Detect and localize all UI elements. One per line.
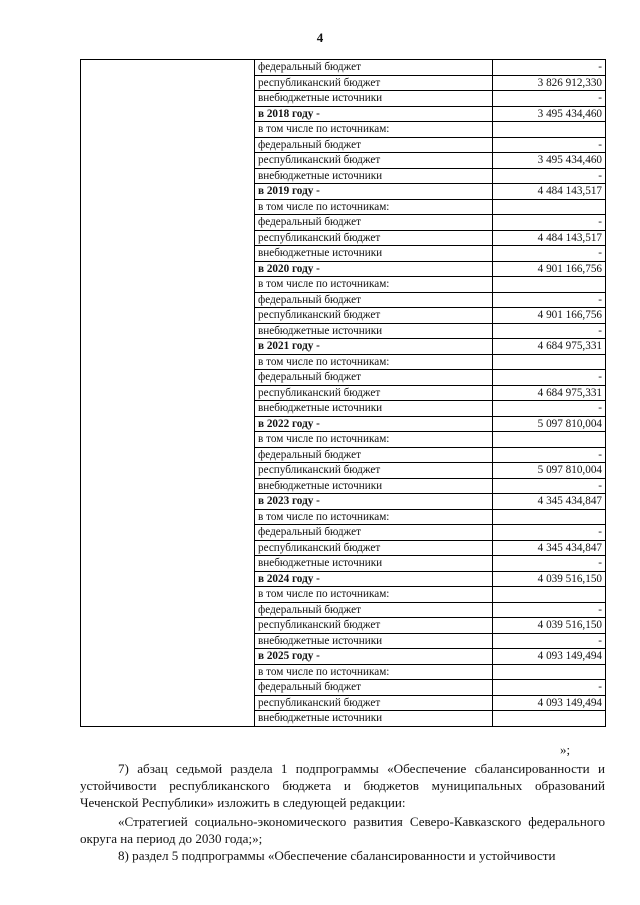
row-value: - bbox=[493, 323, 606, 339]
row-value: - bbox=[493, 370, 606, 386]
row-label: республиканский бюджет bbox=[255, 463, 493, 479]
row-value: - bbox=[493, 60, 606, 76]
row-label: федеральный бюджет bbox=[255, 370, 493, 386]
row-label: федеральный бюджет bbox=[255, 60, 493, 76]
budget-table bbox=[80, 59, 606, 727]
row-value bbox=[493, 354, 606, 370]
row-value bbox=[493, 664, 606, 680]
row-value: - bbox=[493, 680, 606, 696]
row-value bbox=[493, 587, 606, 603]
row-value bbox=[493, 199, 606, 215]
budget-table-body bbox=[81, 60, 606, 727]
row-value: 4 093 149,494 bbox=[493, 695, 606, 711]
row-label: внебюджетные источники bbox=[255, 478, 493, 494]
row-value bbox=[493, 509, 606, 525]
row-value: - bbox=[493, 401, 606, 417]
row-value: 5 097 810,004 bbox=[493, 463, 606, 479]
table-row bbox=[81, 60, 606, 76]
row-value: 3 495 434,460 bbox=[493, 106, 606, 122]
row-value: - bbox=[493, 556, 606, 572]
row-label: в 2018 году - bbox=[255, 106, 493, 122]
row-value: 5 097 810,004 bbox=[493, 416, 606, 432]
row-value: - bbox=[493, 168, 606, 184]
row-value: - bbox=[493, 215, 606, 231]
row-value: 3 826 912,330 bbox=[493, 75, 606, 91]
paragraph-amendment-7-text: 7) абзац седьмой раздела 1 подпрограммы «Обеспечение сбалансированности и устойчивости республиканского бюджета и бюджетов муниципальных образований Чеченской Республики» изложить в следующей редакции: bbox=[80, 761, 605, 810]
row-value: 4 684 975,331 bbox=[493, 385, 606, 401]
row-value: - bbox=[493, 137, 606, 153]
paragraph-strategy-text: «Стратегией социально-экономического развития Северо-Кавказского федерального округа на период до 2030 года;»; bbox=[80, 814, 605, 846]
row-label: внебюджетные источники bbox=[255, 168, 493, 184]
row-label: в 2019 году - bbox=[255, 184, 493, 200]
row-value: 3 495 434,460 bbox=[493, 153, 606, 169]
row-value: 4 901 166,756 bbox=[493, 261, 606, 277]
row-label: внебюджетные источники bbox=[255, 401, 493, 417]
paragraph-strategy bbox=[80, 813, 605, 847]
row-label: в том числе по источникам: bbox=[255, 509, 493, 525]
row-value: 4 484 143,517 bbox=[493, 230, 606, 246]
paragraph-amendment-8-text: 8) раздел 5 подпрограммы «Обеспечение сбалансированности и устойчивости bbox=[118, 848, 556, 863]
row-label: в 2025 году - bbox=[255, 649, 493, 665]
row-label: республиканский бюджет bbox=[255, 153, 493, 169]
row-label: в 2022 году - bbox=[255, 416, 493, 432]
row-label: в 2020 году - bbox=[255, 261, 493, 277]
row-value: 4 684 975,331 bbox=[493, 339, 606, 355]
row-label: федеральный бюджет bbox=[255, 447, 493, 463]
row-value: 4 039 516,150 bbox=[493, 618, 606, 634]
row-label: федеральный бюджет bbox=[255, 137, 493, 153]
row-value: 4 345 434,847 bbox=[493, 540, 606, 556]
row-value: 4 039 516,150 bbox=[493, 571, 606, 587]
empty-column-cell bbox=[81, 60, 255, 727]
row-value: 4 093 149,494 bbox=[493, 649, 606, 665]
row-label: федеральный бюджет bbox=[255, 215, 493, 231]
row-label: федеральный бюджет bbox=[255, 680, 493, 696]
row-value: 4 901 166,756 bbox=[493, 308, 606, 324]
closing-quote: »; bbox=[560, 742, 571, 757]
row-label: республиканский бюджет bbox=[255, 230, 493, 246]
row-label: в том числе по источникам: bbox=[255, 199, 493, 215]
row-value bbox=[493, 277, 606, 293]
row-value bbox=[493, 122, 606, 138]
row-label: внебюджетные источники bbox=[255, 323, 493, 339]
row-label: федеральный бюджет bbox=[255, 602, 493, 618]
page-number: 4 bbox=[316, 30, 324, 45]
row-value: - bbox=[493, 525, 606, 541]
row-value: - bbox=[493, 447, 606, 463]
row-label: внебюджетные источники bbox=[255, 633, 493, 649]
row-label: внебюджетные источники bbox=[255, 556, 493, 572]
row-label: в том числе по источникам: bbox=[255, 277, 493, 293]
row-value: - bbox=[493, 633, 606, 649]
row-label: внебюджетные источники bbox=[255, 246, 493, 262]
row-label: республиканский бюджет bbox=[255, 75, 493, 91]
row-label: в том числе по источникам: bbox=[255, 587, 493, 603]
row-value: 4 484 143,517 bbox=[493, 184, 606, 200]
row-label: республиканский бюджет bbox=[255, 308, 493, 324]
row-label: внебюджетные источники bbox=[255, 711, 493, 727]
row-value: - bbox=[493, 246, 606, 262]
row-label: федеральный бюджет bbox=[255, 292, 493, 308]
row-label: республиканский бюджет bbox=[255, 540, 493, 556]
row-label: в том числе по источникам: bbox=[255, 354, 493, 370]
row-value: - bbox=[493, 478, 606, 494]
paragraph-amendment-8 bbox=[80, 847, 605, 864]
row-label: в том числе по источникам: bbox=[255, 664, 493, 680]
row-value: - bbox=[493, 91, 606, 107]
row-label: в 2023 году - bbox=[255, 494, 493, 510]
paragraph-amendment-7 bbox=[80, 760, 605, 811]
row-label: в том числе по источникам: bbox=[255, 432, 493, 448]
row-value: 4 345 434,847 bbox=[493, 494, 606, 510]
row-value: - bbox=[493, 602, 606, 618]
row-label: федеральный бюджет bbox=[255, 525, 493, 541]
row-label: внебюджетные источники bbox=[255, 91, 493, 107]
row-label: в том числе по источникам: bbox=[255, 122, 493, 138]
row-value bbox=[493, 432, 606, 448]
row-label: в 2021 году - bbox=[255, 339, 493, 355]
row-value bbox=[493, 711, 606, 727]
row-label: республиканский бюджет bbox=[255, 385, 493, 401]
row-label: республиканский бюджет bbox=[255, 618, 493, 634]
row-label: республиканский бюджет bbox=[255, 695, 493, 711]
row-value: - bbox=[493, 292, 606, 308]
row-label: в 2024 году - bbox=[255, 571, 493, 587]
